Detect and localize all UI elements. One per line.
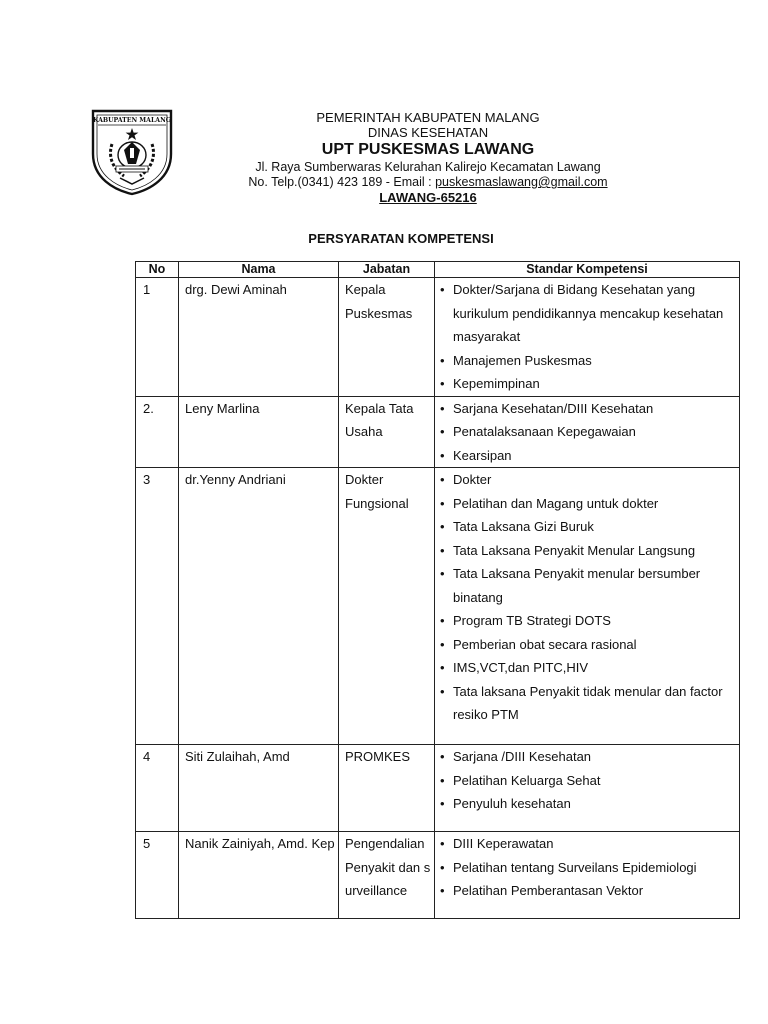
- standards-list: [437, 745, 735, 816]
- header-name: Nama: [179, 262, 339, 278]
- staff-name: dr.Yenny Andriani: [179, 468, 339, 745]
- list-item: • Pemberian obat secara rasional: [437, 633, 735, 657]
- table-row: [136, 396, 740, 468]
- standards-list: [437, 397, 735, 468]
- list-item: • DIII Keperawatan: [437, 832, 735, 856]
- list-item: • IMS,VCT,dan PITC,HIV: [437, 656, 735, 680]
- list-item: • Pelatihan Keluarga Sehat: [437, 769, 735, 793]
- standards-cell: [435, 278, 740, 397]
- standards-list: [437, 832, 735, 903]
- staff-name: Nanik Zainiyah, Amd. Kep: [179, 832, 339, 919]
- list-item: • Tata laksana Penyakit tidak menular dan factor resiko PTM: [437, 680, 735, 727]
- list-item: • Sarjana /DIII Kesehatan: [437, 745, 735, 769]
- contact-line: [200, 175, 656, 190]
- list-item: • Dokter/Sarjana di Bidang Kesehatan yang kurikulum pendidikannya mencakup kesehatan masyarakat: [437, 278, 735, 349]
- header-no: No: [136, 262, 179, 278]
- staff-position: Dokter Fungsional: [339, 468, 435, 745]
- unit-name: UPT PUSKESMAS LAWANG: [321, 141, 535, 158]
- table-row: [136, 278, 740, 397]
- standards-cell: [435, 396, 740, 468]
- list-item: • Kearsipan: [437, 444, 735, 468]
- standards-list: [437, 278, 735, 396]
- row-number: 4: [136, 745, 179, 832]
- list-item: • Dokter: [437, 468, 735, 492]
- table-row: [136, 745, 740, 832]
- list-item: • Manajemen Puskesmas: [437, 349, 735, 373]
- list-item: • Tata Laksana Penyakit menular bersumber binatang: [437, 562, 735, 609]
- list-item: • Kepemimpinan: [437, 372, 735, 396]
- list-item: • Penatalaksanaan Kepegawaian: [437, 420, 735, 444]
- document-title-row: [0, 231, 768, 246]
- row-number: 3: [136, 468, 179, 745]
- staff-name: drg. Dewi Aminah: [179, 278, 339, 397]
- staff-position: Pengendalian Penyakit dan surveillance: [339, 832, 435, 919]
- letterhead: [200, 110, 656, 205]
- competency-table: [135, 261, 740, 919]
- standards-cell: [435, 832, 740, 919]
- department-name: DINAS KESEHATAN: [367, 125, 489, 140]
- logo-label: KABUPATEN MALANG: [92, 117, 172, 124]
- standards-list: [437, 468, 735, 727]
- table-row: [136, 468, 740, 745]
- table-row: [136, 832, 740, 919]
- list-item: • Penyuluh kesehatan: [437, 792, 735, 816]
- standards-cell: [435, 745, 740, 832]
- government-name: PEMERINTAH KABUPATEN MALANG: [316, 110, 540, 125]
- staff-position: Kepala Puskesmas: [339, 278, 435, 397]
- address: Jl. Raya Sumberwaras Kelurahan Kalirejo Kecamatan Lawang: [255, 160, 601, 174]
- list-item: • Pelatihan dan Magang untuk dokter: [437, 492, 735, 516]
- row-number: 1: [136, 278, 179, 397]
- row-number: 5: [136, 832, 179, 919]
- list-item: • Program TB Strategi DOTS: [437, 609, 735, 633]
- header-standard: Standar Kompetensi: [435, 262, 740, 278]
- list-item: • Tata Laksana Gizi Buruk: [437, 515, 735, 539]
- row-number: 2.: [136, 396, 179, 468]
- staff-position: PROMKES: [339, 745, 435, 832]
- standards-cell: [435, 468, 740, 745]
- staff-name: Leny Marlina: [179, 396, 339, 468]
- list-item: • Tata Laksana Penyakit Menular Langsung: [437, 539, 735, 563]
- list-item: • Pelatihan Pemberantasan Vektor: [437, 879, 735, 903]
- header-position: Jabatan: [339, 262, 435, 278]
- staff-position: Kepala Tata Usaha: [339, 396, 435, 468]
- document-title: PERSYARATAN KOMPETENSI: [308, 231, 494, 246]
- kabupaten-malang-emblem-icon: [90, 108, 174, 196]
- phone-text: No. Telp.(0341) 423 189 - Email :: [248, 175, 436, 189]
- email-link[interactable]: puskesmaslawang@gmail.com: [435, 175, 608, 189]
- city-postcode: LAWANG-65216: [379, 190, 477, 205]
- table-header-row: [136, 262, 740, 278]
- list-item: • Sarjana Kesehatan/DIII Kesehatan: [437, 397, 735, 421]
- list-item: • Pelatihan tentang Surveilans Epidemiologi: [437, 856, 735, 880]
- staff-name: Siti Zulaihah, Amd: [179, 745, 339, 832]
